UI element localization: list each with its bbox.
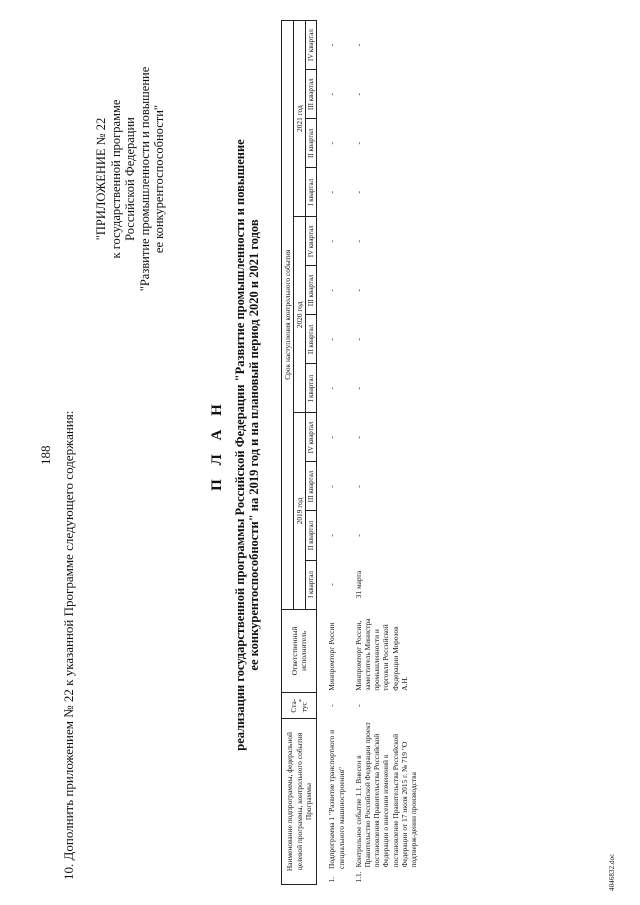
row-cell: - [353,240,363,243]
row-cell: - [353,191,363,194]
appendix-header [94,19,167,339]
header-name: Наименование подпрограммы, федеральной целевой программы, контрольного события Программы [282,719,317,885]
row-cell: - [353,92,363,96]
header-quarter: II квартал [306,511,317,560]
row-cell: - [353,485,363,488]
header-quarter: III квартал [306,462,317,511]
row-cell: - [353,436,363,439]
header-status-footnote: * [299,699,306,703]
header-quarter: I квартал [306,364,317,413]
row-cell: - [353,289,363,292]
intro-paragraph: 10. Дополнить приложением № 22 к указанной Программе следующего содержания: [61,410,76,880]
row-cell: - [327,436,337,439]
row-cell: - [327,583,337,586]
table-row [348,21,420,885]
appendix-line: "Развитие промышленности и повышение [137,66,152,292]
header-deadline: Срок наступления контрольного события [282,21,294,610]
plan-subtitle-line: ее конкурентоспособности" на 2019 год и на плановый период 2020 и 2021 годов [247,219,261,671]
row-cell: - [327,338,337,341]
header-quarter: I квартал [306,560,317,609]
appendix-line: ее конкурентоспособности" [152,104,166,254]
appendix-line: Российской Федерации [123,117,137,241]
plan-subtitle-line: реализации государственной программы Российской Федерации "Развитие промышленности и повышение [233,139,247,751]
header-year-2019: 2019 год [294,413,306,609]
row-name-cell [348,719,420,885]
row-cell: - [353,387,363,390]
row-number: 1. [327,876,337,883]
appendix-line: к государственной программе [108,99,123,259]
row-cell: - [327,534,337,537]
plan-subtitle [233,55,261,835]
row-cell: - [327,289,337,292]
row-cell: 31 марта [353,570,363,599]
row-name: Контрольное событие 1.1. Внесен в Правительство Российской Федерации проект постановления Правительства Российской Федерации о внесении изменений в постановление Правительства Российской Федерации от 17 июля 2015 г. № 719 "О подтверж-дении производства [353,722,419,868]
header-status-label: Ста-тус [289,698,309,713]
row-cell: - [353,43,363,47]
row-cell: - [327,191,337,194]
plan-heading [208,55,261,835]
row-executor: Минпромторг России, заместитель Министра промышленности и торговли Российской Федерации Морозов А.Н. [353,618,409,691]
header-quarter: IV квартал [306,217,317,266]
row-cell: - [327,240,337,243]
row-name-cell [317,719,348,885]
page-number: 188 [38,445,53,465]
header-year-2021: 2021 год [294,21,306,217]
row-cell: - [327,142,337,145]
row-name: Подпрограмма 1 "Развитие транспортного и специального машиностроения" [327,729,346,869]
row-cell: - [353,534,363,537]
header-quarter: III квартал [306,266,317,315]
row-cell: - [327,485,337,488]
row-cell: - [327,387,337,390]
row-status: - [353,704,363,707]
row-cell: - [353,142,363,145]
appendix-line: "ПРИЛОЖЕНИЕ № 22 [94,117,108,241]
plan-table [281,20,420,885]
row-executor: Минпромторг России [327,622,337,691]
row-status: - [327,704,337,707]
row-cell: - [327,43,337,47]
row-cell: - [327,92,337,96]
row-cell: - [353,338,363,341]
header-executor: Ответственный исполнитель [282,609,317,693]
header-quarter: III квартал [306,70,317,119]
header-quarter: II квартал [306,119,317,168]
plan-title: П Л А Н [209,399,225,491]
header-quarter: II квартал [306,315,317,364]
header-quarter: IV квартал [306,21,317,70]
header-year-2020: 2020 год [294,217,306,413]
header-status [282,693,317,719]
document-code: 4046832.doc [608,853,616,891]
header-quarter: I квартал [306,168,317,217]
table-row [317,21,348,885]
row-number: 1.1. [353,871,363,883]
header-quarter: IV квартал [306,413,317,462]
